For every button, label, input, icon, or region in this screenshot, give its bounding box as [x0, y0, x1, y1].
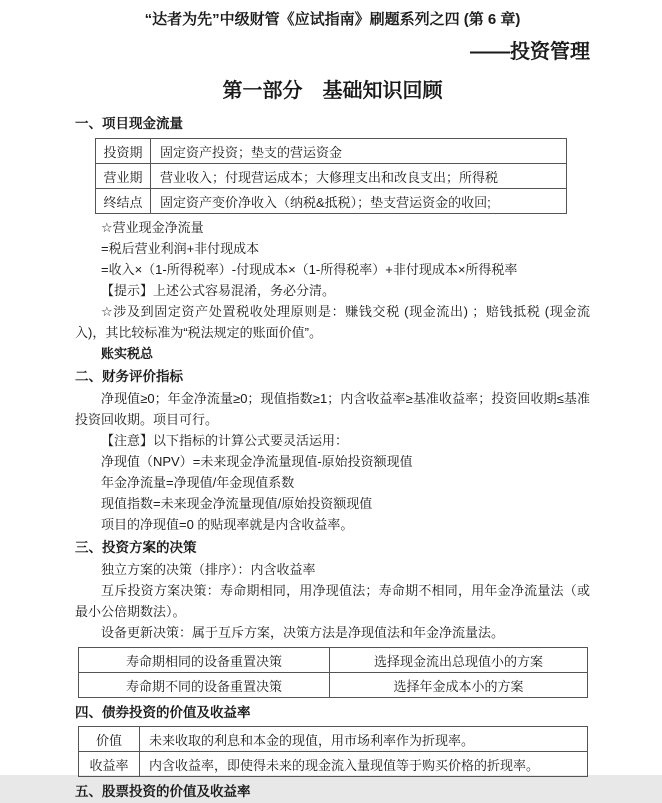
part-title: 第一部分 基础知识回顾 [222, 80, 443, 102]
disposal-tax-note: ☆涉及到固定资产处置税收处理原则是：赚钱交税 (现金流出) ；赔钱抵税 (现金流入)，其比较标准为“税法规定的账面价值”。 [75, 304, 590, 340]
note-line: 【注意】以下指标的计算公式要灵活运用： [101, 433, 349, 448]
cell-rule: 选择现金流出总现值小的方案 [330, 648, 588, 673]
cell-period-label: 营业期 [96, 164, 151, 189]
cell-term-label: 价值 [79, 727, 140, 752]
formula-line: =收入×（1-所得税率）-付现成本×（1-所得税率）+非付现成本×所得税率 [101, 262, 518, 277]
cell-term-text: 未来收取的利息和本金的现值，用市场利率作为折现率。 [140, 727, 588, 752]
equipment-renewal-line: 设备更新决策：属于互斥方案，决策方法是净现值法和年金净流量法。 [101, 625, 505, 640]
formula-line: =税后营业利润+非付现成本 [101, 241, 260, 256]
cell-case: 寿命期不同的设备重置决策 [79, 673, 330, 698]
bond-value-yield-table [78, 726, 588, 777]
cell-case: 寿命期相同的设备重置决策 [79, 648, 330, 673]
table-row [96, 139, 567, 164]
npv-formula-line: 净现值（NPV）=未来现金净流量现值-原始投资额现值 [101, 454, 413, 469]
annuity-formula-line: 年金净流量=净现值/年金现值系数 [101, 475, 295, 490]
mutually-exclusive-line: 互斥投资方案决策：寿命期相同，用净现值法；寿命期不相同，用年金净流量法（或最小公倍期数法）。 [75, 583, 590, 619]
operating-cash-flow-title: ☆营业现金净流量 [101, 220, 204, 235]
section-4-heading: 四、债券投资的价值及收益率 [75, 705, 251, 720]
equipment-replacement-table [78, 647, 588, 698]
section-5-heading-clipped: 五、股票投资的价值及收益率 [75, 784, 251, 799]
table-row [79, 673, 588, 698]
cell-rule: 选择年金成本小的方案 [330, 673, 588, 698]
doc-title: “达者为先”中级财管《应试指南》刷题系列之四 (第 6 章) [144, 11, 521, 28]
doc-subtitle: ——投资管理 [470, 41, 590, 63]
cell-period-label: 投资期 [96, 139, 151, 164]
project-cash-flow-table [95, 138, 567, 214]
cell-period-text: 固定资产投资；垫支的营运资金 [151, 139, 567, 164]
evaluation-criteria-line: 净现值≥0；年金净流量≥0；现值指数≥1；内含收益率≥基准收益率；投资回收期≤基准投资回收期。项目可行。 [75, 391, 590, 427]
cell-term-text: 内含收益率，即使得未来的现金流入量现值等于购买价格的折现率。 [140, 752, 588, 777]
cell-period-text: 营业收入；付现营运成本；大修理支出和改良支出；所得税 [151, 164, 567, 189]
tip-line: 【提示】上述公式容易混淆，务必分清。 [101, 283, 336, 298]
table-row [96, 164, 567, 189]
cell-term-label: 收益率 [79, 752, 140, 777]
pi-formula-line: 现值指数=未来现金净流量现值/原始投资额现值 [101, 496, 373, 511]
table-row [79, 727, 588, 752]
section-1-heading: 一、项目现金流量 [75, 116, 183, 131]
section-3-heading: 三、投资方案的决策 [75, 540, 197, 555]
cell-period-text: 固定资产变价净收入（纳税&抵税）；垫支营运资金的收回; [151, 189, 567, 214]
section-2-heading: 二、财务评价指标 [75, 369, 183, 384]
table-row [96, 189, 567, 214]
table-row [79, 648, 588, 673]
independent-decision-line: 独立方案的决策（排序）：内含收益率 [101, 562, 316, 577]
mnemonic-line: 账实税总 [101, 346, 154, 361]
irr-definition-line: 项目的净现值=0 的贴现率就是内含收益率。 [101, 517, 354, 532]
cell-period-label: 终结点 [96, 189, 151, 214]
table-row [79, 752, 588, 777]
